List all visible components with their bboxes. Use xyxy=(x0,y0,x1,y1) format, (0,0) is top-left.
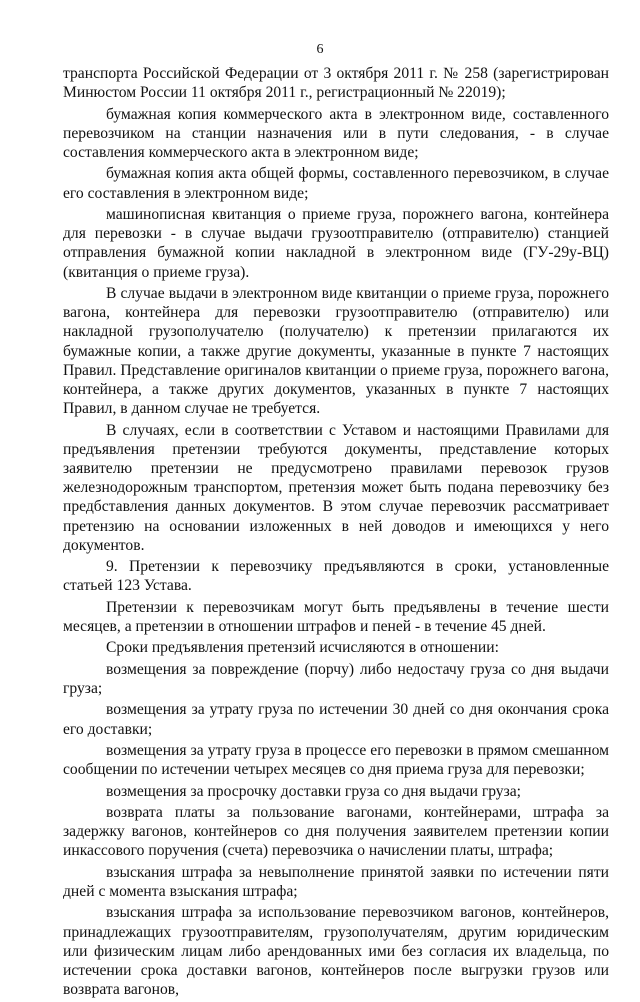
paragraph: Претензии к перевозчикам могут быть предъявлены в течение шести месяцев, а претензии в отношении штрафов и пеней - в течение 45 дней. xyxy=(63,598,609,635)
paragraph: транспорта Российской Федерации от 3 октября 2011 г. № 258 (зарегистрирован Минюстом России 11 октября 2011 г., регистрационный № 22019); xyxy=(63,65,609,102)
paragraph: взыскания штрафа за невыполнение принятой заявки по истечении пяти дней с момента взыскания штрафа; xyxy=(63,863,609,900)
paragraph: В случаях, если в соответствии с Уставом и настоящими Правилами для предъявления претензии требуются документы, представление которых заявителю претензии не предусмотрено правилами перевозок грузов железнодорожным транспортом, претензия может быть подана перевозчику без предбставления данных документов. В этом случае перевозчик рассматривает претензию на основании изложенных в ней доводов и имеющихся у него документов. xyxy=(63,421,609,554)
paragraph: В случае выдачи в электронном виде квитанции о приеме груза, порожнего вагона, контейнера для перевозки грузоотправителю (отправителю) или накладной грузополучателю (получателю) к претензии прилагаются их бумажные копии, а также другие документы, указанные в пункте 7 настоящих Правил. Представление оригиналов квитанции о приеме груза, порожнего вагона, контейнера, а также других документов, указанных в пункте 7 настоящих Правил, в данном случае не требуется. xyxy=(63,284,609,418)
paragraph: возмещения за просрочку доставки груза со дня выдачи груза; xyxy=(106,782,522,800)
document-body xyxy=(63,64,609,1002)
paragraph: бумажная копия коммерческого акта в электронном виде, составленного перевозчиком на станции назначения или в пути следования, - в случае составления коммерческого акта в электронном виде; xyxy=(63,105,609,161)
page-number: 6 xyxy=(316,42,324,57)
paragraph: возмещения за утрату груза по истечении 30 дней со дня окончания срока его доставки; xyxy=(63,701,609,738)
paragraph: возврата платы за пользование вагонами, контейнерами, штрафа за задержку вагонов, контейнеров со дня получения заявителем претензии копии инкассового поручения (счета) перевозчика о начислении платы, штрафа; xyxy=(63,803,609,860)
paragraph: машинописная квитанция о приеме груза, порожнего вагона, контейнера для перевозки - в случае выдачи грузоотправителю (отправителю) станцией отправления бумажной копии накладной в электронном виде (ГУ-29у-ВЦ) (квитанция о приеме груза). xyxy=(63,205,609,281)
paragraph: возмещения за утрату груза в процессе его перевозки в прямом смешанном сообщении по истечении четырех месяцев со дня приема груза для перевозки; xyxy=(63,741,609,779)
paragraph: 9. Претензии к перевозчику предъявляются в сроки, установленные статьей 123 Устава. xyxy=(63,558,609,595)
paragraph: бумажная копия акта общей формы, составленного перевозчиком, в случае его составления в электронном виде; xyxy=(63,165,609,202)
paragraph: Сроки предъявления претензий исчисляются в отношении: xyxy=(106,639,499,657)
paragraph: взыскания штрафа за использование перевозчиком вагонов, контейнеров, принадлежащих грузоотправителям, грузополучателям, другим юридическим или физическим лицам либо арендованных ими без согласия их владельца, по истечении срока доставки вагонов, контейнеров после выгрузки грузов или возврата вагонов, xyxy=(63,904,609,999)
paragraph: возмещения за повреждение (порчу) либо недостачу груза со дня выдачи груза; xyxy=(63,660,609,697)
